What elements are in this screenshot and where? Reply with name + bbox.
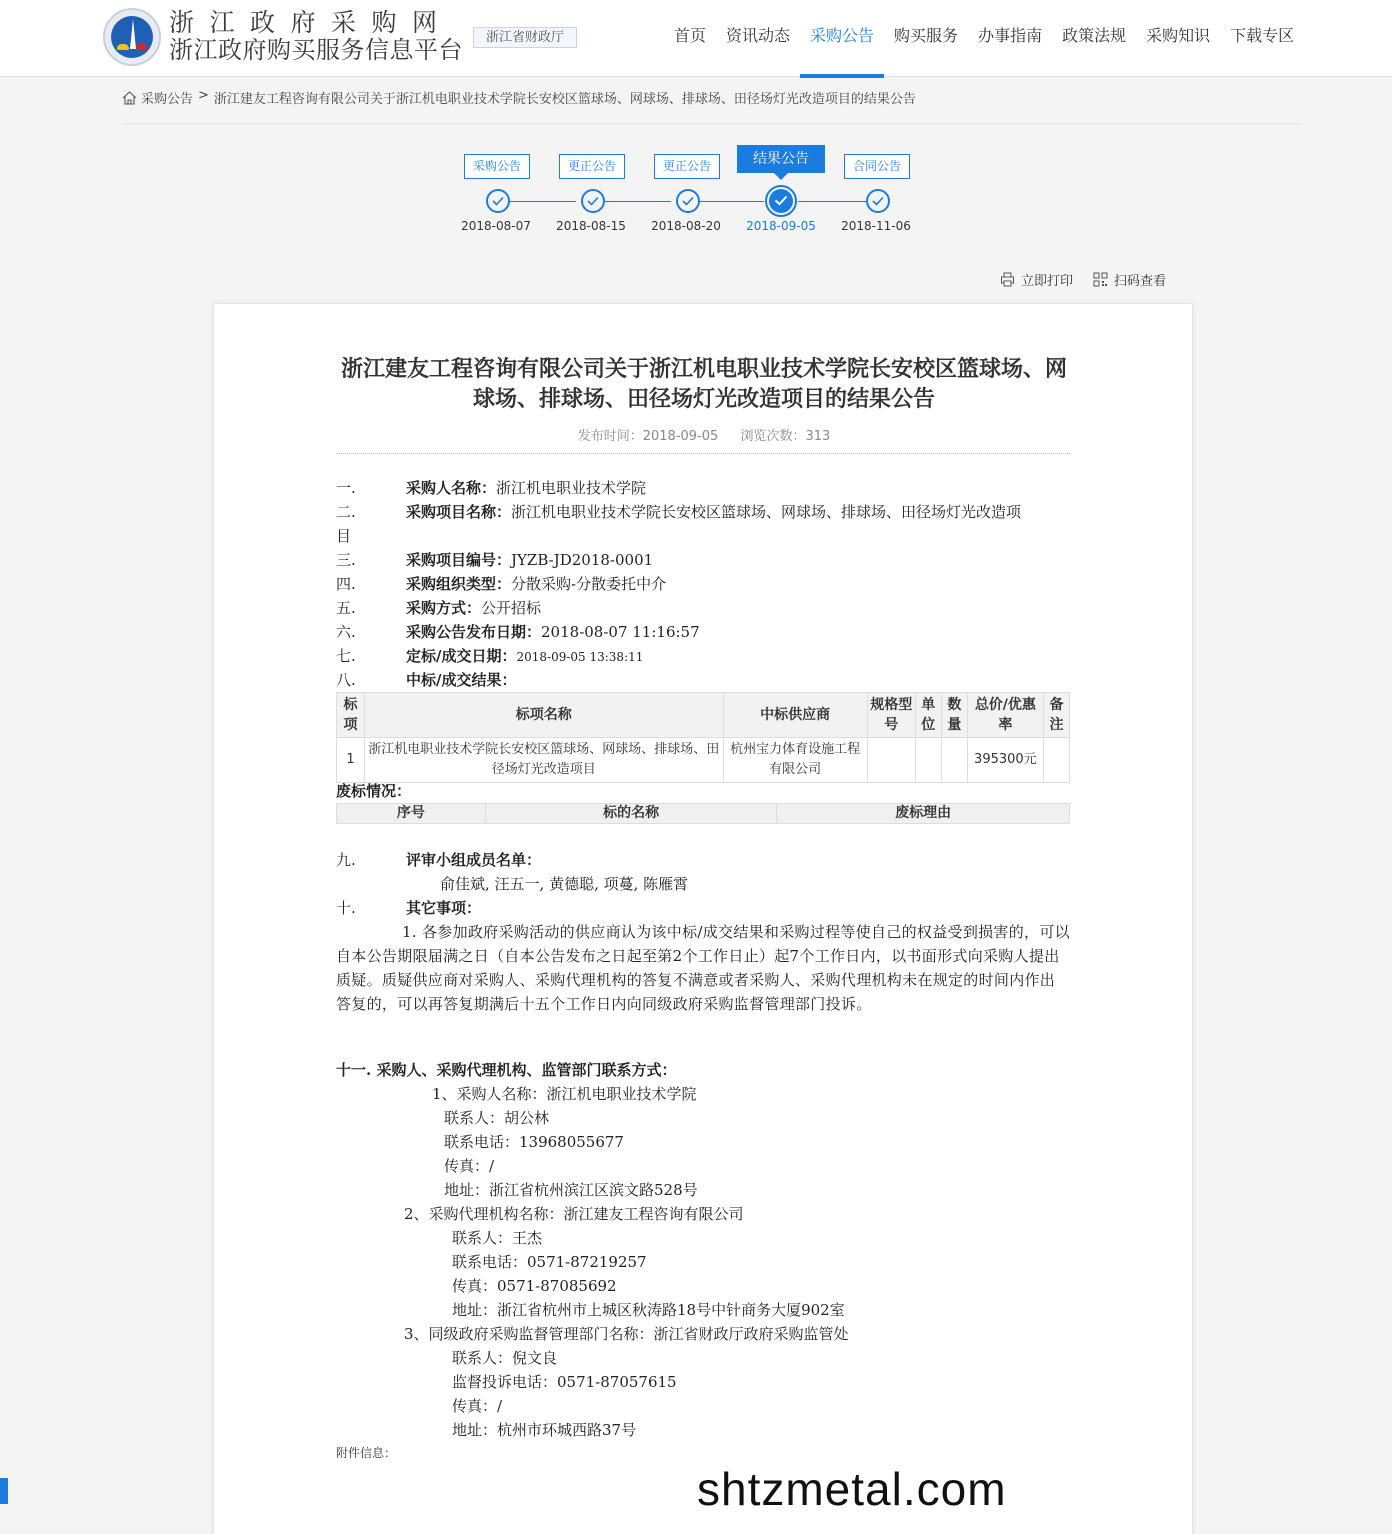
regulator-phone: 监督投诉电话：0571-87057615 bbox=[452, 1373, 677, 1391]
nav-purchase-service[interactable]: 购买服务 bbox=[894, 26, 959, 45]
failed-bids-label: 废标情况： bbox=[336, 782, 412, 800]
col-header: 备注 bbox=[1043, 693, 1069, 738]
dept-badge[interactable]: 浙江省财政厅 bbox=[473, 27, 577, 48]
purchaser-contact: 联系人：胡公林 bbox=[444, 1109, 550, 1127]
step-label-contract[interactable]: 合同公告 bbox=[844, 154, 910, 179]
item-other-matters: 十. 其它事项： bbox=[336, 899, 482, 917]
nav-home[interactable]: 首页 bbox=[674, 26, 707, 45]
col-header: 中标供应商 bbox=[723, 693, 867, 738]
qr-code-icon bbox=[1093, 272, 1108, 287]
agency-contact: 联系人：王杰 bbox=[452, 1229, 543, 1247]
printer-icon bbox=[1000, 272, 1015, 287]
regulator-address: 地址：杭州市环城西路37号 bbox=[452, 1421, 637, 1439]
site-header bbox=[0, 0, 1392, 77]
item-org-type: 四. 采购组织类型：分散采购-分散委托中介 bbox=[336, 575, 667, 593]
item-contacts-heading: 十一. 采购人、采购代理机构、监管部门联系方式： bbox=[336, 1061, 677, 1079]
nav-procurement-notice[interactable]: 采购公告 bbox=[800, 0, 884, 77]
step-check-icon[interactable] bbox=[866, 189, 890, 213]
regulator-fax: 传真：/ bbox=[452, 1397, 503, 1415]
home-icon[interactable] bbox=[122, 91, 137, 105]
step-date-active: 2018-09-05 bbox=[746, 219, 816, 233]
table-row: 1 浙江机电职业技术学院长安校区篮球场、网球场、排球场、田径场灯光改造项目 杭州宝力体育设施工程有限公司 395300元 bbox=[337, 738, 1070, 783]
nav-guide[interactable]: 办事指南 bbox=[978, 26, 1043, 45]
step-label-correction-2[interactable]: 更正公告 bbox=[654, 154, 720, 179]
item-project-name-cont: 目 bbox=[336, 527, 352, 545]
purchaser-phone: 联系电话：13968055677 bbox=[444, 1133, 624, 1151]
agency-phone: 联系电话：0571-87219257 bbox=[452, 1253, 647, 1271]
nav-download[interactable]: 下载专区 bbox=[1230, 26, 1295, 45]
col-header: 标项 bbox=[337, 693, 365, 738]
step-date: 2018-08-07 bbox=[461, 219, 531, 233]
site-title[interactable]: 浙江政府采购网 bbox=[169, 8, 453, 37]
agency-title: 2、采购代理机构名称：浙江建友工程咨询有限公司 bbox=[404, 1205, 744, 1223]
award-result-table bbox=[336, 692, 1070, 783]
timeline-connector bbox=[798, 201, 866, 202]
col-header: 数量 bbox=[941, 693, 967, 738]
step-check-icon[interactable] bbox=[676, 189, 700, 213]
regulator-contact: 联系人：倪文良 bbox=[452, 1349, 558, 1367]
timeline-connector bbox=[605, 201, 671, 202]
review-panel-members: 俞佳斌, 汪五一, 黄德聪, 项蔓, 陈雁霄 bbox=[440, 875, 689, 893]
agency-fax: 传真：0571-87085692 bbox=[452, 1277, 617, 1295]
doc-tools bbox=[1000, 270, 1186, 289]
step-label-correction-1[interactable]: 更正公告 bbox=[559, 154, 625, 179]
col-header: 标项名称 bbox=[365, 693, 723, 738]
col-header: 标的名称 bbox=[485, 804, 777, 824]
breadcrumb bbox=[122, 88, 1302, 124]
attachment-label: 附件信息： bbox=[336, 1446, 397, 1460]
breadcrumb-current: 浙江建友工程咨询有限公司关于浙江机电职业技术学院长安校区篮球场、网球场、排球场、田径场灯光改造项目的结果公告 bbox=[213, 92, 916, 107]
item-award-date: 七. 定标/成交日期：2018-09-05 13:38:11 bbox=[336, 647, 644, 665]
item-method: 五. 采购方式：公开招标 bbox=[336, 599, 542, 617]
item-project-name: 二. 采购项目名称：浙江机电职业技术学院长安校区篮球场、网球场、排球场、田径场灯光改造项 bbox=[336, 503, 1022, 521]
step-date: 2018-08-15 bbox=[556, 219, 626, 233]
timeline-connector bbox=[700, 201, 764, 202]
breadcrumb-root[interactable]: 采购公告 bbox=[141, 92, 194, 107]
failed-bids-table bbox=[336, 803, 1070, 824]
step-check-icon[interactable] bbox=[581, 189, 605, 213]
item-project-code: 三. 采购项目编号：JYZB-JD2018-0001 bbox=[336, 551, 654, 569]
step-label-result[interactable]: 结果公告 bbox=[737, 145, 825, 173]
step-label-procurement[interactable]: 采购公告 bbox=[464, 154, 530, 179]
step-date: 2018-11-06 bbox=[841, 219, 911, 233]
divider bbox=[336, 453, 1070, 454]
complaint-notice: 1. 各参加政府采购活动的供应商认为该中标/成交结果和采购过程等使自己的权益受到损害的，可以自本公告期限届满之日（自本公告发布之日起至第2个工作日止）起7个工作日内，以书面形式向采购人提出质疑。质疑供应商对采购人、采购代理机构的答复不满意或者采购人、采购代理机构未在规定的时间内作出答复的，可以再答复期满后十五个工作日内向同级政府采购监督管理部门投诉。 bbox=[336, 923, 1070, 1013]
item-notice-date: 六. 采购公告发布日期：2018-08-07 11:16:57 bbox=[336, 623, 700, 641]
qr-view-button[interactable]: 扫码查看 bbox=[1093, 270, 1166, 289]
step-check-icon[interactable] bbox=[486, 189, 510, 213]
col-header: 废标理由 bbox=[777, 804, 1070, 824]
purchaser-title: 1、采购人名称：浙江机电职业技术学院 bbox=[432, 1085, 697, 1103]
col-header: 单位 bbox=[915, 693, 941, 738]
step-check-active-icon[interactable] bbox=[765, 185, 797, 217]
nav-policy[interactable]: 政策法规 bbox=[1062, 26, 1127, 45]
site-subtitle[interactable]: 浙江政府购买服务信息平台 bbox=[169, 36, 463, 64]
col-header: 规格型号 bbox=[867, 693, 915, 738]
purchaser-address: 地址：浙江省杭州滨江区滨文路528号 bbox=[444, 1181, 698, 1199]
agency-address: 地址：浙江省杭州市上城区秋涛路18号中针商务大厦902室 bbox=[452, 1301, 845, 1319]
breadcrumb-separator: > bbox=[198, 88, 209, 103]
col-header: 总价/优惠率 bbox=[967, 693, 1043, 738]
view-count: 浏览次数：313 bbox=[740, 429, 831, 444]
side-feedback-tab[interactable] bbox=[0, 1478, 8, 1504]
col-header: 序号 bbox=[337, 804, 486, 824]
timeline-connector bbox=[510, 201, 576, 202]
watermark: shtzmetal.com bbox=[697, 1463, 1007, 1515]
publish-date: 发布时间：2018-09-05 bbox=[577, 429, 719, 444]
nav-news[interactable]: 资讯动态 bbox=[726, 26, 791, 45]
print-button[interactable]: 立即打印 bbox=[1000, 270, 1073, 289]
purchaser-fax: 传真：/ bbox=[444, 1157, 495, 1175]
item-review-panel: 九. 评审小组成员名单： bbox=[336, 851, 542, 869]
document-meta bbox=[340, 425, 1068, 444]
item-award-result: 八. 中标/成交结果： bbox=[336, 671, 517, 689]
main-nav bbox=[664, 0, 1304, 77]
document-title: 浙江建友工程咨询有限公司关于浙江机电职业技术学院长安校区篮球场、网球场、排球场、田径场灯光改造项目的结果公告 bbox=[340, 357, 1067, 412]
step-date: 2018-08-20 bbox=[651, 219, 721, 233]
nav-knowledge[interactable]: 采购知识 bbox=[1146, 26, 1211, 45]
item-purchaser: 一. 采购人名称：浙江机电职业技术学院 bbox=[336, 479, 647, 497]
site-logo-icon[interactable] bbox=[103, 8, 161, 66]
regulator-title: 3、同级政府采购监督管理部门名称：浙江省财政厅政府采购监管处 bbox=[404, 1325, 849, 1343]
